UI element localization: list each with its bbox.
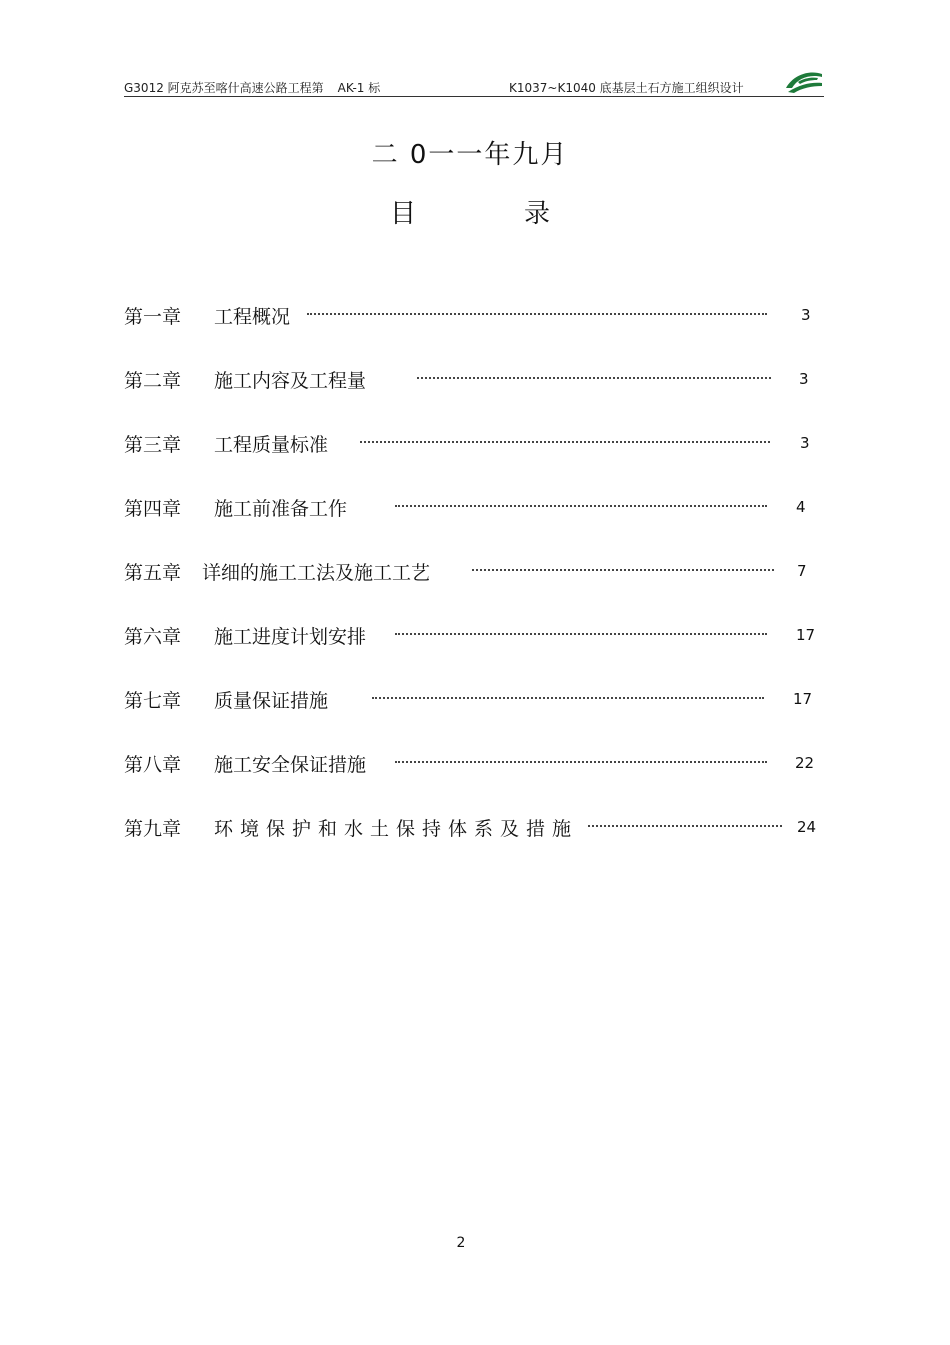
toc-leader-dots <box>307 311 767 315</box>
toc-heading-left: 目 <box>389 199 416 229</box>
toc-leader-dots <box>417 375 771 379</box>
toc-page-number: 17 <box>793 690 813 708</box>
toc-page-number: 3 <box>801 306 811 324</box>
toc-chapter-title: 施工内容及工程量 <box>214 370 367 392</box>
toc-leader-dots <box>472 567 774 571</box>
document-date: 二 0一一年九月 <box>371 140 569 170</box>
toc-heading-right: 录 <box>524 199 551 229</box>
toc-chapter-title: 质量保证措施 <box>214 690 329 712</box>
header-project-title: G3012 阿克苏至喀什高速公路工程第 <box>124 81 324 95</box>
toc-chapter-title: 施工进度计划安排 <box>214 626 367 648</box>
toc-leader-dots <box>395 631 767 635</box>
toc-leader-dots <box>395 759 767 763</box>
header-document-title: K1037~K1040 底基层土石方施工组织设计 <box>509 81 744 95</box>
toc-leader-dots <box>395 503 767 507</box>
toc-page-number: 3 <box>799 370 809 388</box>
toc-chapter-number: 第三章 <box>124 434 182 456</box>
toc-heading <box>0 193 940 230</box>
company-logo-icon <box>784 68 824 94</box>
toc-chapter-number: 第八章 <box>124 754 182 776</box>
header-left <box>124 79 380 96</box>
toc-chapter-number: 第七章 <box>124 690 182 712</box>
toc-chapter-title: 环境保护和水土保持体系及措施 <box>214 818 579 840</box>
toc-page-number: 3 <box>800 434 810 452</box>
toc-page-number: 22 <box>795 754 815 772</box>
toc-chapter-number: 第四章 <box>124 498 182 520</box>
toc-leader-dots <box>360 439 770 443</box>
toc-chapter-title: 施工安全保证措施 <box>214 754 367 776</box>
toc-chapter-title: 施工前准备工作 <box>214 498 348 520</box>
toc-chapter-title: 工程质量标准 <box>214 434 329 456</box>
toc-chapter-number: 第六章 <box>124 626 182 648</box>
toc-chapter-number: 第五章 <box>124 562 182 584</box>
toc-leader-dots <box>588 823 782 827</box>
toc-leader-dots <box>372 695 764 699</box>
toc-chapter-number: 第二章 <box>124 370 182 392</box>
toc-page-number: 24 <box>797 818 817 836</box>
page-number: 2 <box>456 1235 466 1251</box>
toc-chapter-number: 第九章 <box>124 818 182 840</box>
running-header <box>124 78 824 97</box>
toc-chapter-title: 详细的施工工法及施工工艺 <box>202 562 431 584</box>
toc-page-number: 7 <box>797 562 807 580</box>
toc-page-number: 17 <box>796 626 816 644</box>
toc-chapter-title: 工程概况 <box>214 306 291 328</box>
header-bid-section: AK-1 标 <box>337 81 381 95</box>
toc-chapter-number: 第一章 <box>124 306 182 328</box>
toc-page-number: 4 <box>796 498 806 516</box>
